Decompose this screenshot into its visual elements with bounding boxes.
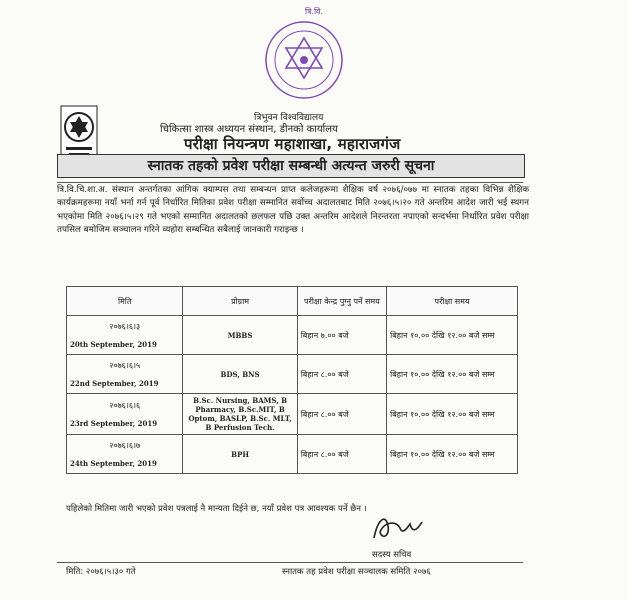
program-cell: MBBS [183,316,297,355]
table-row [67,316,518,355]
reach-time-cell: बिहान ८.०० बजे [297,355,386,394]
footer-note: पहिलेको मितिमा जारी भएको प्रवेश पत्रलाई नै मान्यता दिईने छ, नयाँ प्रवेश पत्र आवश्यक पर्ने छैन । [66,504,367,514]
issue-date: मिति: २०७६।५।३० गते [66,567,136,577]
institute-seal-icon [244,16,364,104]
table-header-row [67,287,518,316]
col-date: मिति [67,287,183,316]
divider [57,182,523,183]
date-cell: २०७६।६।५ 22nd September, 2019 [67,355,183,394]
date-cell: २०७६।६।७ 24th September, 2019 [67,435,183,474]
table-row [67,435,518,474]
date-cell: २०७६।६।३ 20th September, 2019 [67,316,183,355]
university-name: त्रिभुवन विश्वविद्यालय [254,113,324,123]
committee-name: स्नातक तह प्रवेश परीक्षा सञ्चालक समिति २०७६ [282,567,431,577]
exam-time-cell: बिहान १०.०० देखि १२.०० बजे सम्म [387,316,518,355]
office-name: परीक्षा नियन्त्रण महाशाखा, महाराजगंज [184,135,401,153]
table-row [67,394,518,435]
divider [57,562,523,563]
signature-icon [368,510,428,544]
exam-time-cell: बिहान १०.०० देखि १२.०० बजे सम्म [387,435,518,474]
date-cell: २०७६।६।६ 23rd September, 2019 [67,394,183,435]
col-reach-time: परीक्षा केन्द्र पुग्नु पर्ने समय [297,287,386,316]
reach-time-cell: बिहान ८.०० बजे [297,394,386,435]
stamp-text: त्रि.वि. [304,7,324,16]
program-cell: BPH [183,435,297,474]
table-row [67,355,518,394]
notice-body: त्रि.वि.चि.शा.अ. संस्थान अन्तर्गतका आंगिक क्याम्पस तथा सम्बन्धन प्राप्त कलेजहरूमा शैक्षिक वर्ष २०७६/०७७ मा स्नातक तहका विभिन्न शैक्षिक कार्यक्रमहरूमा नयाँ भर्ना गर्न पूर्व निर्धारित मितिका प्रवेश परीक्षा सम्मानित सर्वोच्च अदालतबाट मिति २०७६।५।२० गते अन्तरिम आदेश जारी भई स्थगन भएकोमा मिति २०७६।५।२९ गते भएको सम्मानित अदालतको छलफल पछि उक्त अन्तरिम आदेशले निरन्तरता नपाएको सन्दर्भमा निर्धारित प्रवेश परीक्षा तपसिल बमोजिम सञ्चालन गरिने व्यहोरा सम्बन्धित सबैलाई जानकारी गराइन्छ । [57,185,529,236]
reach-time-cell: बिहान ७.०० बजे [297,316,386,355]
signatory-title: सदस्य सचिव [372,550,412,560]
col-program: प्रोग्राम [183,287,297,316]
notice-title: स्नातक तहको प्रवेश परीक्षा सम्बन्धी अत्यन्त जरुरी सूचना [57,154,525,178]
exam-time-cell: बिहान १०.०० देखि १२.०० बजे सम्म [387,355,518,394]
program-cell: BDS, BNS [183,355,297,394]
reach-time-cell: बिहान ८.०० बजे [297,435,386,474]
exam-time-cell: बिहान १०.०० देखि १२.०० बजे सम्म [387,394,518,435]
program-cell: B.Sc. Nursing, BAMS, B Pharmacy, B.Sc.MIT, B Optom, BASLP, B.Sc. MLT, B Perfusion Tech. [183,394,297,435]
institute-name: चिकित्सा शास्त्र अध्ययन संस्थान, डीनको कार्यालय [160,124,338,135]
col-exam-time: परीक्षा समय [387,287,518,316]
exam-schedule-table [66,286,518,474]
